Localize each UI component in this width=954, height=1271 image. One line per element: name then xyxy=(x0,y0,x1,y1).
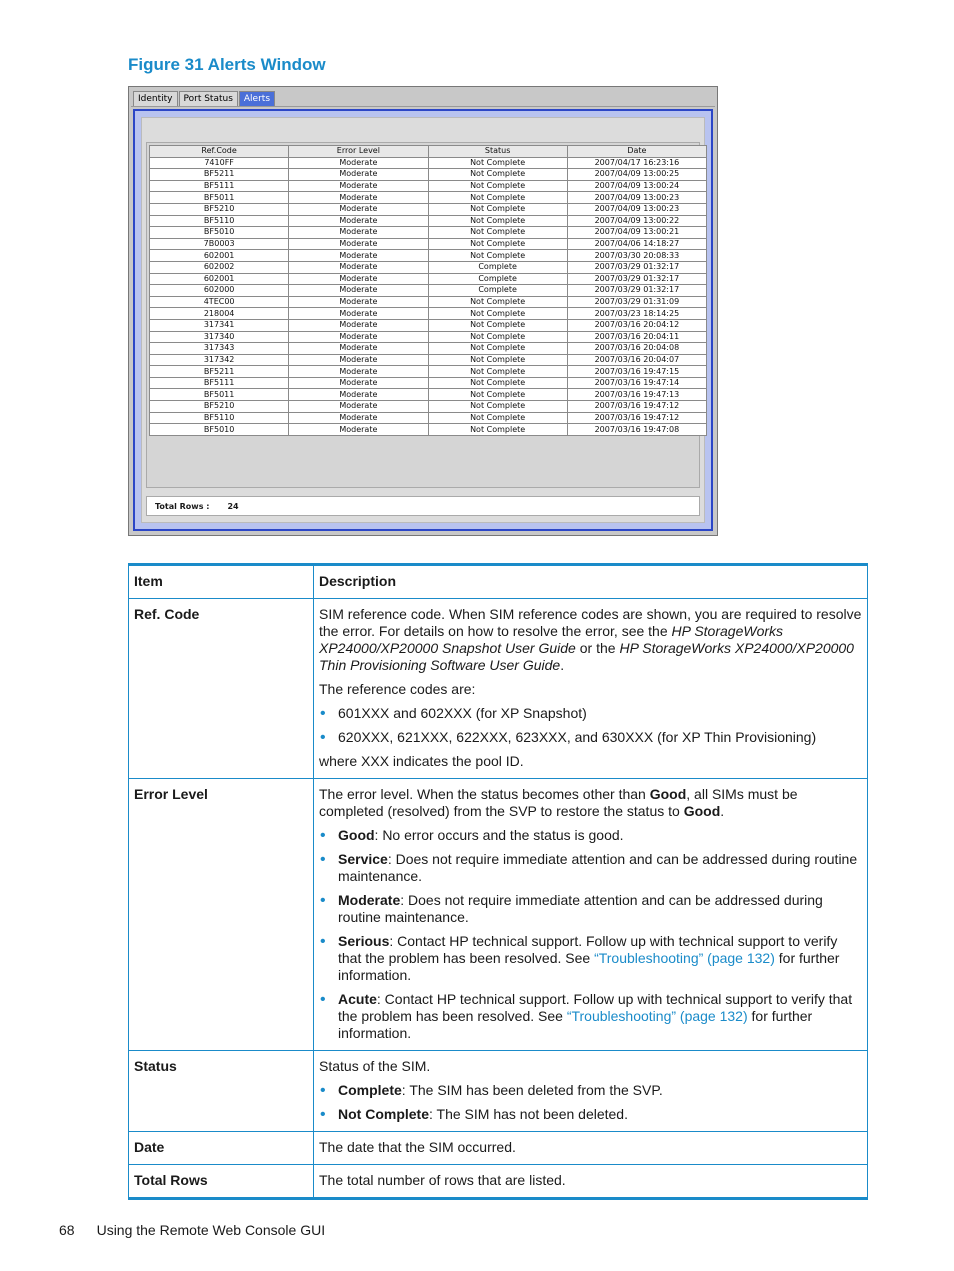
desc-header-item: Item xyxy=(129,565,314,599)
cell-status: Not Complete xyxy=(428,343,567,355)
cell-date: 2007/04/09 13:00:23 xyxy=(567,203,706,215)
list-item: • Service: Does not require immediate attention and can be addressed during routine maintenance. xyxy=(338,851,862,885)
cell-ref-code: BF5210 xyxy=(150,401,289,413)
cell-error-level: Moderate xyxy=(289,296,428,308)
alerts-grid-area xyxy=(146,142,700,488)
cell-error-level: Moderate xyxy=(289,250,428,262)
cell-error-level: Moderate xyxy=(289,273,428,285)
desc-row-status xyxy=(129,1051,868,1132)
cell-status: Not Complete xyxy=(428,331,567,343)
cell-status: Not Complete xyxy=(428,157,567,169)
desc-text-total-rows: The total number of rows that are listed. xyxy=(314,1165,868,1199)
cell-ref-code: 7B0003 xyxy=(150,238,289,250)
col-header-ref-code[interactable]: Ref.Code xyxy=(150,146,289,158)
cell-status: Not Complete xyxy=(428,366,567,378)
desc-item-date: Date xyxy=(129,1132,314,1165)
list-item: • Acute: Contact HP technical support. Follow up with technical support to verify that the problem has been resolved. See “Troubleshooting” (page 132) for further information. xyxy=(338,991,862,1042)
list-item: • Not Complete: The SIM has not been deleted. xyxy=(338,1106,862,1123)
alerts-table xyxy=(149,145,707,436)
cell-error-level: Moderate xyxy=(289,331,428,343)
cell-date: 2007/03/23 18:14:25 xyxy=(567,308,706,320)
cell-ref-code: BF5210 xyxy=(150,203,289,215)
table-row[interactable] xyxy=(150,261,707,273)
cell-date: 2007/04/09 13:00:22 xyxy=(567,215,706,227)
table-row[interactable] xyxy=(150,203,707,215)
alerts-panel xyxy=(133,109,713,531)
cell-ref-code: 602000 xyxy=(150,285,289,297)
desc-text-status xyxy=(314,1051,868,1132)
table-row[interactable] xyxy=(150,366,707,378)
desc-row-total-rows xyxy=(129,1165,868,1199)
table-row[interactable] xyxy=(150,354,707,366)
cell-ref-code: 602001 xyxy=(150,273,289,285)
desc-text-error-level xyxy=(314,779,868,1051)
cell-error-level: Moderate xyxy=(289,377,428,389)
cell-ref-code: 317343 xyxy=(150,343,289,355)
cell-date: 2007/03/16 20:04:08 xyxy=(567,343,706,355)
errorlevel-paragraph: The error level. When the status becomes other than Good, all SIMs must be completed (resolved) from the SVP to restore the status to Good. xyxy=(319,786,798,819)
cell-status: Not Complete xyxy=(428,215,567,227)
refcode-paragraph: SIM reference code. When SIM reference codes are shown, you are required to resolve the error. For details on how to resolve the error, see the HP StorageWorks XP24000/XP20000 Snapshot User Guide or the HP StorageWorks XP24000/XP20000 Thin Provisioning Software User Guide. xyxy=(319,606,862,673)
cell-ref-code: BF5010 xyxy=(150,227,289,239)
cell-error-level: Moderate xyxy=(289,424,428,436)
table-row[interactable] xyxy=(150,412,707,424)
desc-header-row xyxy=(129,565,868,599)
table-row[interactable] xyxy=(150,389,707,401)
cell-status: Not Complete xyxy=(428,319,567,331)
table-row[interactable] xyxy=(150,296,707,308)
table-row[interactable] xyxy=(150,192,707,204)
cell-date: 2007/03/30 20:08:33 xyxy=(567,250,706,262)
desc-item-status: Status xyxy=(129,1051,314,1132)
cell-date: 2007/03/16 19:47:12 xyxy=(567,412,706,424)
cell-date: 2007/04/09 13:00:24 xyxy=(567,180,706,192)
table-row[interactable] xyxy=(150,273,707,285)
cell-status: Not Complete xyxy=(428,308,567,320)
cell-ref-code: BF5111 xyxy=(150,180,289,192)
refcode-codes-intro: The reference codes are: xyxy=(319,681,476,697)
tab-bar xyxy=(133,91,276,107)
table-row[interactable] xyxy=(150,319,707,331)
cell-date: 2007/03/16 20:04:12 xyxy=(567,319,706,331)
list-item: • Serious: Contact HP technical support. Follow up with technical support to verify that the problem has been resolved. See “Troubleshooting” (page 132) for further information. xyxy=(338,933,862,984)
total-rows-label: Total Rows : xyxy=(155,501,210,511)
cell-date: 2007/03/16 20:04:11 xyxy=(567,331,706,343)
cell-date: 2007/03/16 19:47:08 xyxy=(567,424,706,436)
cell-error-level: Moderate xyxy=(289,389,428,401)
cell-ref-code: BF5010 xyxy=(150,424,289,436)
cell-error-level: Moderate xyxy=(289,180,428,192)
desc-text-ref-code xyxy=(314,599,868,779)
table-row[interactable] xyxy=(150,401,707,413)
cell-status: Not Complete xyxy=(428,180,567,192)
list-item: • Good: No error occurs and the status is good. xyxy=(338,827,862,844)
cell-ref-code: BF5111 xyxy=(150,377,289,389)
desc-item-total-rows: Total Rows xyxy=(129,1165,314,1199)
table-row[interactable] xyxy=(150,424,707,436)
tab-divider xyxy=(131,106,715,107)
cell-date: 2007/03/16 19:47:13 xyxy=(567,389,706,401)
page-number: 68 xyxy=(59,1222,75,1238)
cell-date: 2007/03/29 01:31:09 xyxy=(567,296,706,308)
cell-error-level: Moderate xyxy=(289,238,428,250)
table-row[interactable] xyxy=(150,215,707,227)
table-row[interactable] xyxy=(150,377,707,389)
cell-ref-code: BF5011 xyxy=(150,192,289,204)
table-row[interactable] xyxy=(150,169,707,181)
total-rows-bar xyxy=(146,496,700,516)
cell-status: Not Complete xyxy=(428,203,567,215)
total-rows-value: 24 xyxy=(227,501,239,511)
cell-ref-code: BF5211 xyxy=(150,366,289,378)
cell-ref-code: BF5110 xyxy=(150,215,289,227)
col-header-date[interactable]: Date xyxy=(567,146,706,158)
tab-identity[interactable]: Identity xyxy=(133,91,178,107)
cell-status: Complete xyxy=(428,261,567,273)
cell-status: Not Complete xyxy=(428,169,567,181)
troubleshooting-link[interactable]: “Troubleshooting” (page 132) xyxy=(594,950,775,966)
description-table xyxy=(128,563,868,1200)
cell-ref-code: 317340 xyxy=(150,331,289,343)
cell-ref-code: 7410FF xyxy=(150,157,289,169)
cell-error-level: Moderate xyxy=(289,157,428,169)
cell-error-level: Moderate xyxy=(289,401,428,413)
cell-error-level: Moderate xyxy=(289,192,428,204)
cell-error-level: Moderate xyxy=(289,261,428,273)
cell-error-level: Moderate xyxy=(289,203,428,215)
alerts-inner-area xyxy=(141,117,705,523)
table-row[interactable] xyxy=(150,331,707,343)
cell-status: Not Complete xyxy=(428,424,567,436)
cell-error-level: Moderate xyxy=(289,412,428,424)
figure-caption: Figure 31 Alerts Window xyxy=(128,55,326,74)
cell-status: Complete xyxy=(428,273,567,285)
cell-date: 2007/03/16 19:47:12 xyxy=(567,401,706,413)
cell-date: 2007/04/17 16:23:16 xyxy=(567,157,706,169)
cell-error-level: Moderate xyxy=(289,343,428,355)
list-item: • Complete: The SIM has been deleted from the SVP. xyxy=(338,1082,862,1099)
cell-date: 2007/03/16 19:47:14 xyxy=(567,377,706,389)
cell-ref-code: BF5011 xyxy=(150,389,289,401)
errorlevel-list xyxy=(319,827,862,1042)
col-header-status[interactable]: Status xyxy=(428,146,567,158)
cell-ref-code: 317342 xyxy=(150,354,289,366)
table-row[interactable] xyxy=(150,157,707,169)
list-item: • 601XXX and 602XXX (for XP Snapshot) xyxy=(338,705,862,722)
cell-status: Complete xyxy=(428,285,567,297)
alerts-window-screenshot xyxy=(128,86,718,536)
table-row[interactable] xyxy=(150,227,707,239)
cell-date: 2007/04/09 13:00:21 xyxy=(567,227,706,239)
cell-error-level: Moderate xyxy=(289,227,428,239)
table-row[interactable] xyxy=(150,343,707,355)
table-row[interactable] xyxy=(150,308,707,320)
tab-port-status[interactable]: Port Status xyxy=(179,91,238,107)
cell-status: Not Complete xyxy=(428,412,567,424)
cell-status: Not Complete xyxy=(428,296,567,308)
tab-alerts[interactable]: Alerts xyxy=(239,91,275,107)
cell-status: Not Complete xyxy=(428,238,567,250)
cell-date: 2007/04/09 13:00:25 xyxy=(567,169,706,181)
cell-date: 2007/03/16 20:04:07 xyxy=(567,354,706,366)
cell-ref-code: 317341 xyxy=(150,319,289,331)
list-item: • Moderate: Does not require immediate attention and can be addressed during routine maintenance. xyxy=(338,892,862,926)
cell-status: Not Complete xyxy=(428,192,567,204)
cell-error-level: Moderate xyxy=(289,319,428,331)
cell-ref-code: 602002 xyxy=(150,261,289,273)
refcode-list xyxy=(319,705,862,746)
status-paragraph: Status of the SIM. xyxy=(319,1058,431,1074)
desc-item-error-level: Error Level xyxy=(129,779,314,1051)
troubleshooting-link[interactable]: “Troubleshooting” (page 132) xyxy=(566,1008,748,1024)
desc-row-error-level xyxy=(129,779,868,1051)
col-header-error-level[interactable]: Error Level xyxy=(289,146,428,158)
cell-error-level: Moderate xyxy=(289,354,428,366)
cell-status: Not Complete xyxy=(428,377,567,389)
cell-status: Not Complete xyxy=(428,401,567,413)
desc-item-ref-code: Ref. Code xyxy=(129,599,314,779)
cell-date: 2007/03/29 01:32:17 xyxy=(567,285,706,297)
refcode-note: where XXX indicates the pool ID. xyxy=(319,753,524,769)
cell-date: 2007/04/09 13:00:23 xyxy=(567,192,706,204)
desc-header-description: Description xyxy=(314,565,868,599)
table-row[interactable] xyxy=(150,238,707,250)
cell-date: 2007/03/16 19:47:15 xyxy=(567,366,706,378)
cell-date: 2007/03/29 01:32:17 xyxy=(567,261,706,273)
desc-row-date xyxy=(129,1132,868,1165)
cell-status: Not Complete xyxy=(428,227,567,239)
cell-status: Not Complete xyxy=(428,389,567,401)
cell-ref-code: 602001 xyxy=(150,250,289,262)
desc-row-ref-code xyxy=(129,599,868,779)
table-row[interactable] xyxy=(150,180,707,192)
list-item: • 620XXX, 621XXX, 622XXX, 623XXX, and 630XXX (for XP Thin Provisioning) xyxy=(338,729,862,746)
cell-ref-code: BF5110 xyxy=(150,412,289,424)
cell-ref-code: 218004 xyxy=(150,308,289,320)
footer-section-title: Using the Remote Web Console GUI xyxy=(96,1222,326,1238)
cell-status: Not Complete xyxy=(428,354,567,366)
cell-error-level: Moderate xyxy=(289,285,428,297)
cell-ref-code: 4TEC00 xyxy=(150,296,289,308)
cell-date: 2007/03/29 01:32:17 xyxy=(567,273,706,285)
alerts-table-header-row xyxy=(150,146,707,158)
cell-error-level: Moderate xyxy=(289,215,428,227)
cell-error-level: Moderate xyxy=(289,366,428,378)
table-row[interactable] xyxy=(150,285,707,297)
cell-status: Not Complete xyxy=(428,250,567,262)
cell-error-level: Moderate xyxy=(289,308,428,320)
cell-error-level: Moderate xyxy=(289,169,428,181)
desc-text-date: The date that the SIM occurred. xyxy=(314,1132,868,1165)
cell-ref-code: BF5211 xyxy=(150,169,289,181)
cell-date: 2007/04/06 14:18:27 xyxy=(567,238,706,250)
status-list xyxy=(319,1082,862,1123)
table-row[interactable] xyxy=(150,250,707,262)
page-footer xyxy=(59,1222,325,1238)
